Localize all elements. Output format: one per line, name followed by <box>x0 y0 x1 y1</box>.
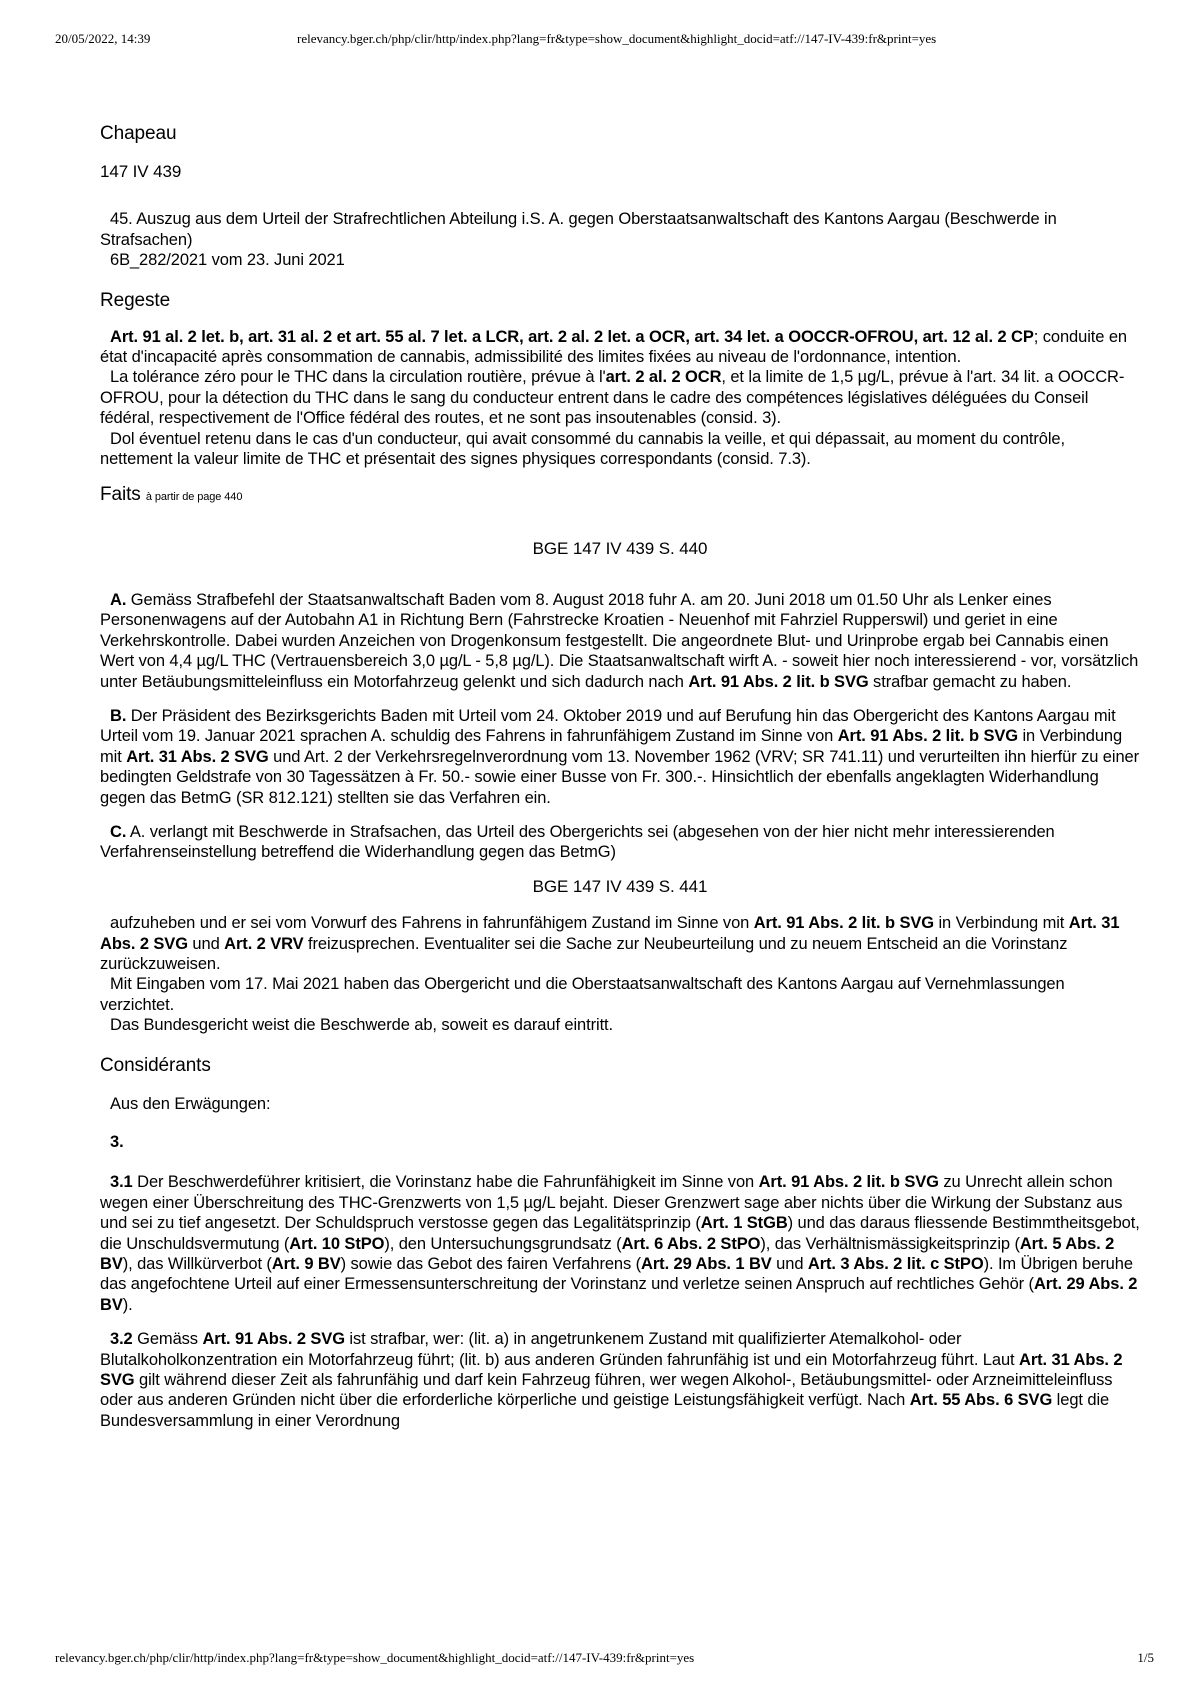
consideration-3-1 <box>100 1172 1140 1315</box>
legal-reference-link[interactable]: Art. 55 Abs. 6 SVG <box>909 1391 1053 1410</box>
paragraph-text: Gemäss Strafbefehl der Staatsanwaltschaft Baden vom 8. August 2018 fuhr A. am 20. Juni 2018 um 01.50 Uhr als Lenker eines Personenwagens auf der Autobahn A1 in Richtung Bern (Fahrstrecke Kroatien - Neuenhof mit Fahrziel Rupperswil) und geriet in eine Verkehrskontrolle. Dabei wurden Anzeichen von Drogenkonsum festgestellt. Die angeordnete Blut- und Urinprobe ergab bei Cannabis einen Wert von 4,4 µg/L THC (Vertrauensbereich 3,0 µg/L - 5,8 µg/L). Die Staatsanwaltschaft wirft A. - soweit hier noch interessierend - vor, vorsätzlich unter Betäubungsmitteleinfluss ein Motorfahrzeug gelenkt und sich dadurch nach <box>100 590 1139 691</box>
regeste-body <box>100 327 1140 470</box>
legal-reference-link[interactable]: Art. 91 Abs. 2 lit. b SVG <box>758 1173 939 1192</box>
paragraph-text: ). Im Übrigen beruhe das angefochtene Urteil auf einer Ermessensunterschreitung der Vorinstanz und verletze seinen Anspruch auf rechtliches Gehör ( <box>100 1255 1133 1294</box>
legal-reference-link[interactable]: Art. 91 Abs. 2 SVG <box>202 1330 345 1349</box>
paragraph-text: ; conduite en état d'incapacité après consommation de cannabis, admissibilité des limites fixées au niveau de l'ordonnance, intention. <box>100 327 1127 367</box>
consideration-3-2 <box>100 1329 1140 1431</box>
chapeau-line-2: 6B_282/2021 vom 23. Juni 2021 <box>110 251 345 270</box>
legal-reference-link[interactable]: Art. 29 Abs. 1 BV <box>641 1255 772 1274</box>
faits-heading <box>100 483 1140 509</box>
paragraph-text: ), das Verhältnismässigkeitsprinzip ( <box>760 1234 1020 1253</box>
legal-reference-link[interactable]: art. 2 al. 2 OCR <box>605 368 722 387</box>
paragraph-text: Dol éventuel retenu dans le cas d'un conducteur, qui avait consommé du cannabis la veille, et qui dépassait, au moment du contrôle, nettement la valeur limite de THC et présentait des signes physiques correspondants (consid. 7.3). <box>100 429 1065 469</box>
paragraph-text: Gemäss <box>132 1330 203 1349</box>
regeste-paragraph <box>100 327 1140 368</box>
paragraph-text: ist strafbar, wer: (lit. a) in angetrunkenem Zustand mit qualifizierter Atemalkohol- oder Blutalkoholkonzentration ein Motorfahrzeug führt; (lit. b) aus anderen Gründen fahrunfähig ist und ein Motorfahrzeug führt. Laut <box>100 1330 1019 1369</box>
fact-paragraph-b <box>100 706 1140 808</box>
paragraph-text: Das Bundesgericht weist die Beschwerde ab, soweit es darauf eintritt. <box>110 1016 614 1035</box>
considerants-heading: Considérants <box>100 1054 211 1076</box>
paragraph-text: und <box>771 1255 808 1274</box>
paragraph-text: in Verbindung mit <box>934 914 1069 933</box>
chapeau-line-1: 45. Auszug aus dem Urteil der Strafrechtlichen Abteilung i.S. A. gegen Oberstaatsanwaltschaft des Kantons Aargau (Beschwerde in Strafsachen) <box>100 210 1057 249</box>
regeste-heading: Regeste <box>100 289 171 311</box>
legal-reference-link[interactable]: Art. 91 Abs. 2 lit. b SVG <box>837 727 1018 746</box>
print-footer-url: relevancy.bger.ch/php/clir/http/index.php?lang=fr&type=show_document&highlight_docid=atf://147-IV-439:fr&print=yes <box>55 1650 695 1665</box>
paragraph-text: Mit Eingaben vom 17. Mai 2021 haben das Obergericht und die Oberstaatsanwaltschaft des Kantons Aargau auf Vernehmlassungen verzichtet. <box>100 975 1065 1014</box>
legal-reference-link[interactable]: A. <box>110 590 127 609</box>
paragraph-text: Der Präsident des Bezirksgerichts Baden mit Urteil vom 24. Oktober 2019 und auf Berufung hin das Obergericht des Kantons Aargau mit Urteil vom 19. Januar 2021 sprachen A. schuldig des Fahrens in fahrunfähigem Zustand im Sinne von <box>100 706 1116 746</box>
page-marker-440: BGE 147 IV 439 S. 440 <box>532 539 708 559</box>
paragraph-text: freizusprechen. Eventualiter sei die Sache zur Neubeurteilung und zu neuem Entscheid an die Vorinstanz zurückzuweisen. <box>100 934 1068 973</box>
paragraph-text: ) sowie das Gebot des fairen Verfahrens ( <box>340 1255 642 1274</box>
considerants-intro: Aus den Erwägungen: <box>110 1094 271 1113</box>
page-marker-441: BGE 147 IV 439 S. 441 <box>532 876 708 896</box>
legal-reference-link[interactable]: Art. 91 Abs. 2 lit. b SVG <box>753 914 934 933</box>
fact-paragraph-e <box>100 1015 1140 1035</box>
paragraph-text: Der Beschwerdeführer kritisiert, die Vorinstanz habe die Fahrunfähigkeit im Sinne von <box>132 1173 759 1192</box>
legal-reference-link[interactable]: 3.1 <box>110 1173 133 1192</box>
chapeau-heading: Chapeau <box>100 123 177 144</box>
legal-reference-link[interactable]: Art. 91 Abs. 2 lit. b SVG <box>688 672 869 691</box>
legal-reference-link[interactable]: Art. 9 BV <box>271 1255 341 1274</box>
paragraph-text: A. verlangt mit Beschwerde in Strafsachen, das Urteil des Obergerichts sei (abgesehen von der hier nicht mehr interessierenden Verfahrenseinstellung betreffend die Widerhandlung gegen das BetmG) <box>100 822 1055 862</box>
chapeau-summary <box>100 209 1140 270</box>
paragraph-text: aufzuheben und er sei vom Vorwurf des Fahrens in fahrunfähigem Zustand im Sinne von <box>110 914 754 933</box>
legal-reference-link[interactable]: Art. 91 al. 2 let. b, art. 31 al. 2 et art. 55 al. 7 let. a LCR, art. 2 al. 2 let. a OCR, art. 34 let. a OOCCR-OFROU, art. 12 al. 2 CP <box>110 327 1034 346</box>
paragraph-text: und <box>187 934 225 953</box>
paragraph-text: La tolérance zéro pour le THC dans la circulation routière, prévue à l' <box>110 368 606 387</box>
legal-reference-link[interactable]: Art. 29 Abs. 2 BV <box>100 1275 1138 1314</box>
regeste-paragraph <box>100 367 1140 428</box>
consideration-number: 3. <box>110 1133 124 1151</box>
paragraph-text: strafbar gemacht zu haben. <box>868 672 1072 691</box>
print-header <box>55 31 1160 51</box>
fact-paragraph-c <box>100 822 1140 863</box>
paragraph-text: gilt während dieser Zeit als fahrunfähig und darf kein Fahrzeug führen, wer wegen Alkohol-, Betäubungsmittel- oder Arzneimitteleinfluss oder aus anderen Gründen nicht über die erforderliche körperliche und geistige Leistungsfähigkeit verfügt. Nach <box>100 1371 1113 1410</box>
faits-title: Faits <box>100 484 141 506</box>
page-number: 1/5 <box>1137 1650 1154 1665</box>
legal-reference-link[interactable]: 3.2 <box>110 1330 133 1349</box>
legal-reference-link[interactable]: Art. 31 Abs. 2 SVG <box>100 1350 1123 1390</box>
paragraph-text: ), den Untersuchungsgrundsatz ( <box>384 1234 622 1253</box>
regeste-paragraph <box>100 429 1140 470</box>
paragraph-text: legt die Bundesversammlung in einer Verordnung <box>100 1391 1110 1430</box>
legal-reference-link[interactable]: Art. 10 StPO <box>289 1234 385 1253</box>
paragraph-text: ). <box>122 1295 133 1314</box>
legal-reference-link[interactable]: Art. 3 Abs. 2 lit. c StPO <box>807 1255 984 1274</box>
legal-reference-link[interactable]: Art. 2 VRV <box>224 934 304 953</box>
paragraph-text: , et la limite de 1,5 µg/L, prévue à l'art. 34 lit. a OOCCR-OFROU, pour la détection du THC dans le sang du conducteur entrent dans le cadre des compétences législatives déléguées du Conseil fédéral, respectivement de l'Office fédéral des routes, et ne sont pas insoutenables (consid. 3). <box>100 368 1125 428</box>
legal-reference-link[interactable]: Art. 5 Abs. 2 BV <box>100 1234 1115 1274</box>
fact-paragraph-c-continued <box>100 913 1140 974</box>
faits-page-note: à partir de page 440 <box>145 491 243 504</box>
print-header-url: relevancy.bger.ch/php/clir/http/index.php?lang=fr&type=show_document&highlight_docid=atf://147-IV-439:fr&print=yes <box>297 31 937 46</box>
paragraph-text: ), das Willkürverbot ( <box>122 1255 272 1274</box>
paragraph-text: und Art. 2 der Verkehrsregelnverordnung vom 13. November 1962 (VRV; SR 741.11) und verurteilten ihn hierfür zu einer bedingten Geldstrafe von 30 Tagessätzen à Fr. 50.- sowie einer Busse von Fr. 300.-. Hinsichtlich der ebenfalls angeklagten Widerhandlung gegen das BetmG (SR 812.121) stellten sie das Verfahren ein. <box>100 747 1139 807</box>
document-content <box>100 122 1140 1431</box>
print-timestamp: 20/05/2022, 14:39 <box>55 31 151 46</box>
legal-reference-link[interactable]: Art. 6 Abs. 2 StPO <box>621 1234 761 1253</box>
legal-reference-link[interactable]: B. <box>110 706 127 725</box>
legal-reference-link[interactable]: Art. 31 Abs. 2 SVG <box>126 747 269 766</box>
decision-reference: 147 IV 439 <box>100 162 182 181</box>
legal-reference-link[interactable]: Art. 1 StGB <box>700 1214 788 1233</box>
paragraph-text: ) und das daraus fliessende Bestimmtheitsgebot, die Unschuldsvermutung ( <box>100 1214 1140 1253</box>
legal-reference-link[interactable]: C. <box>110 822 127 841</box>
fact-paragraph-a <box>100 590 1140 692</box>
paragraph-text: in Verbindung mit <box>100 727 1123 766</box>
paragraph-text: zu Unrecht allein schon wegen einer Überschreitung des THC-Grenzwerts von 1,5 µg/L bejaht. Dieser Grenzwert sage aber nichts über die Wirkung der Substanz aus und sei zu tief angesetzt. Der Schuldspruch verstosse gegen das Legalitätsprinzip ( <box>100 1173 1123 1233</box>
fact-paragraph-d <box>100 974 1140 1015</box>
legal-reference-link[interactable]: Art. 31 Abs. 2 SVG <box>100 914 1120 953</box>
